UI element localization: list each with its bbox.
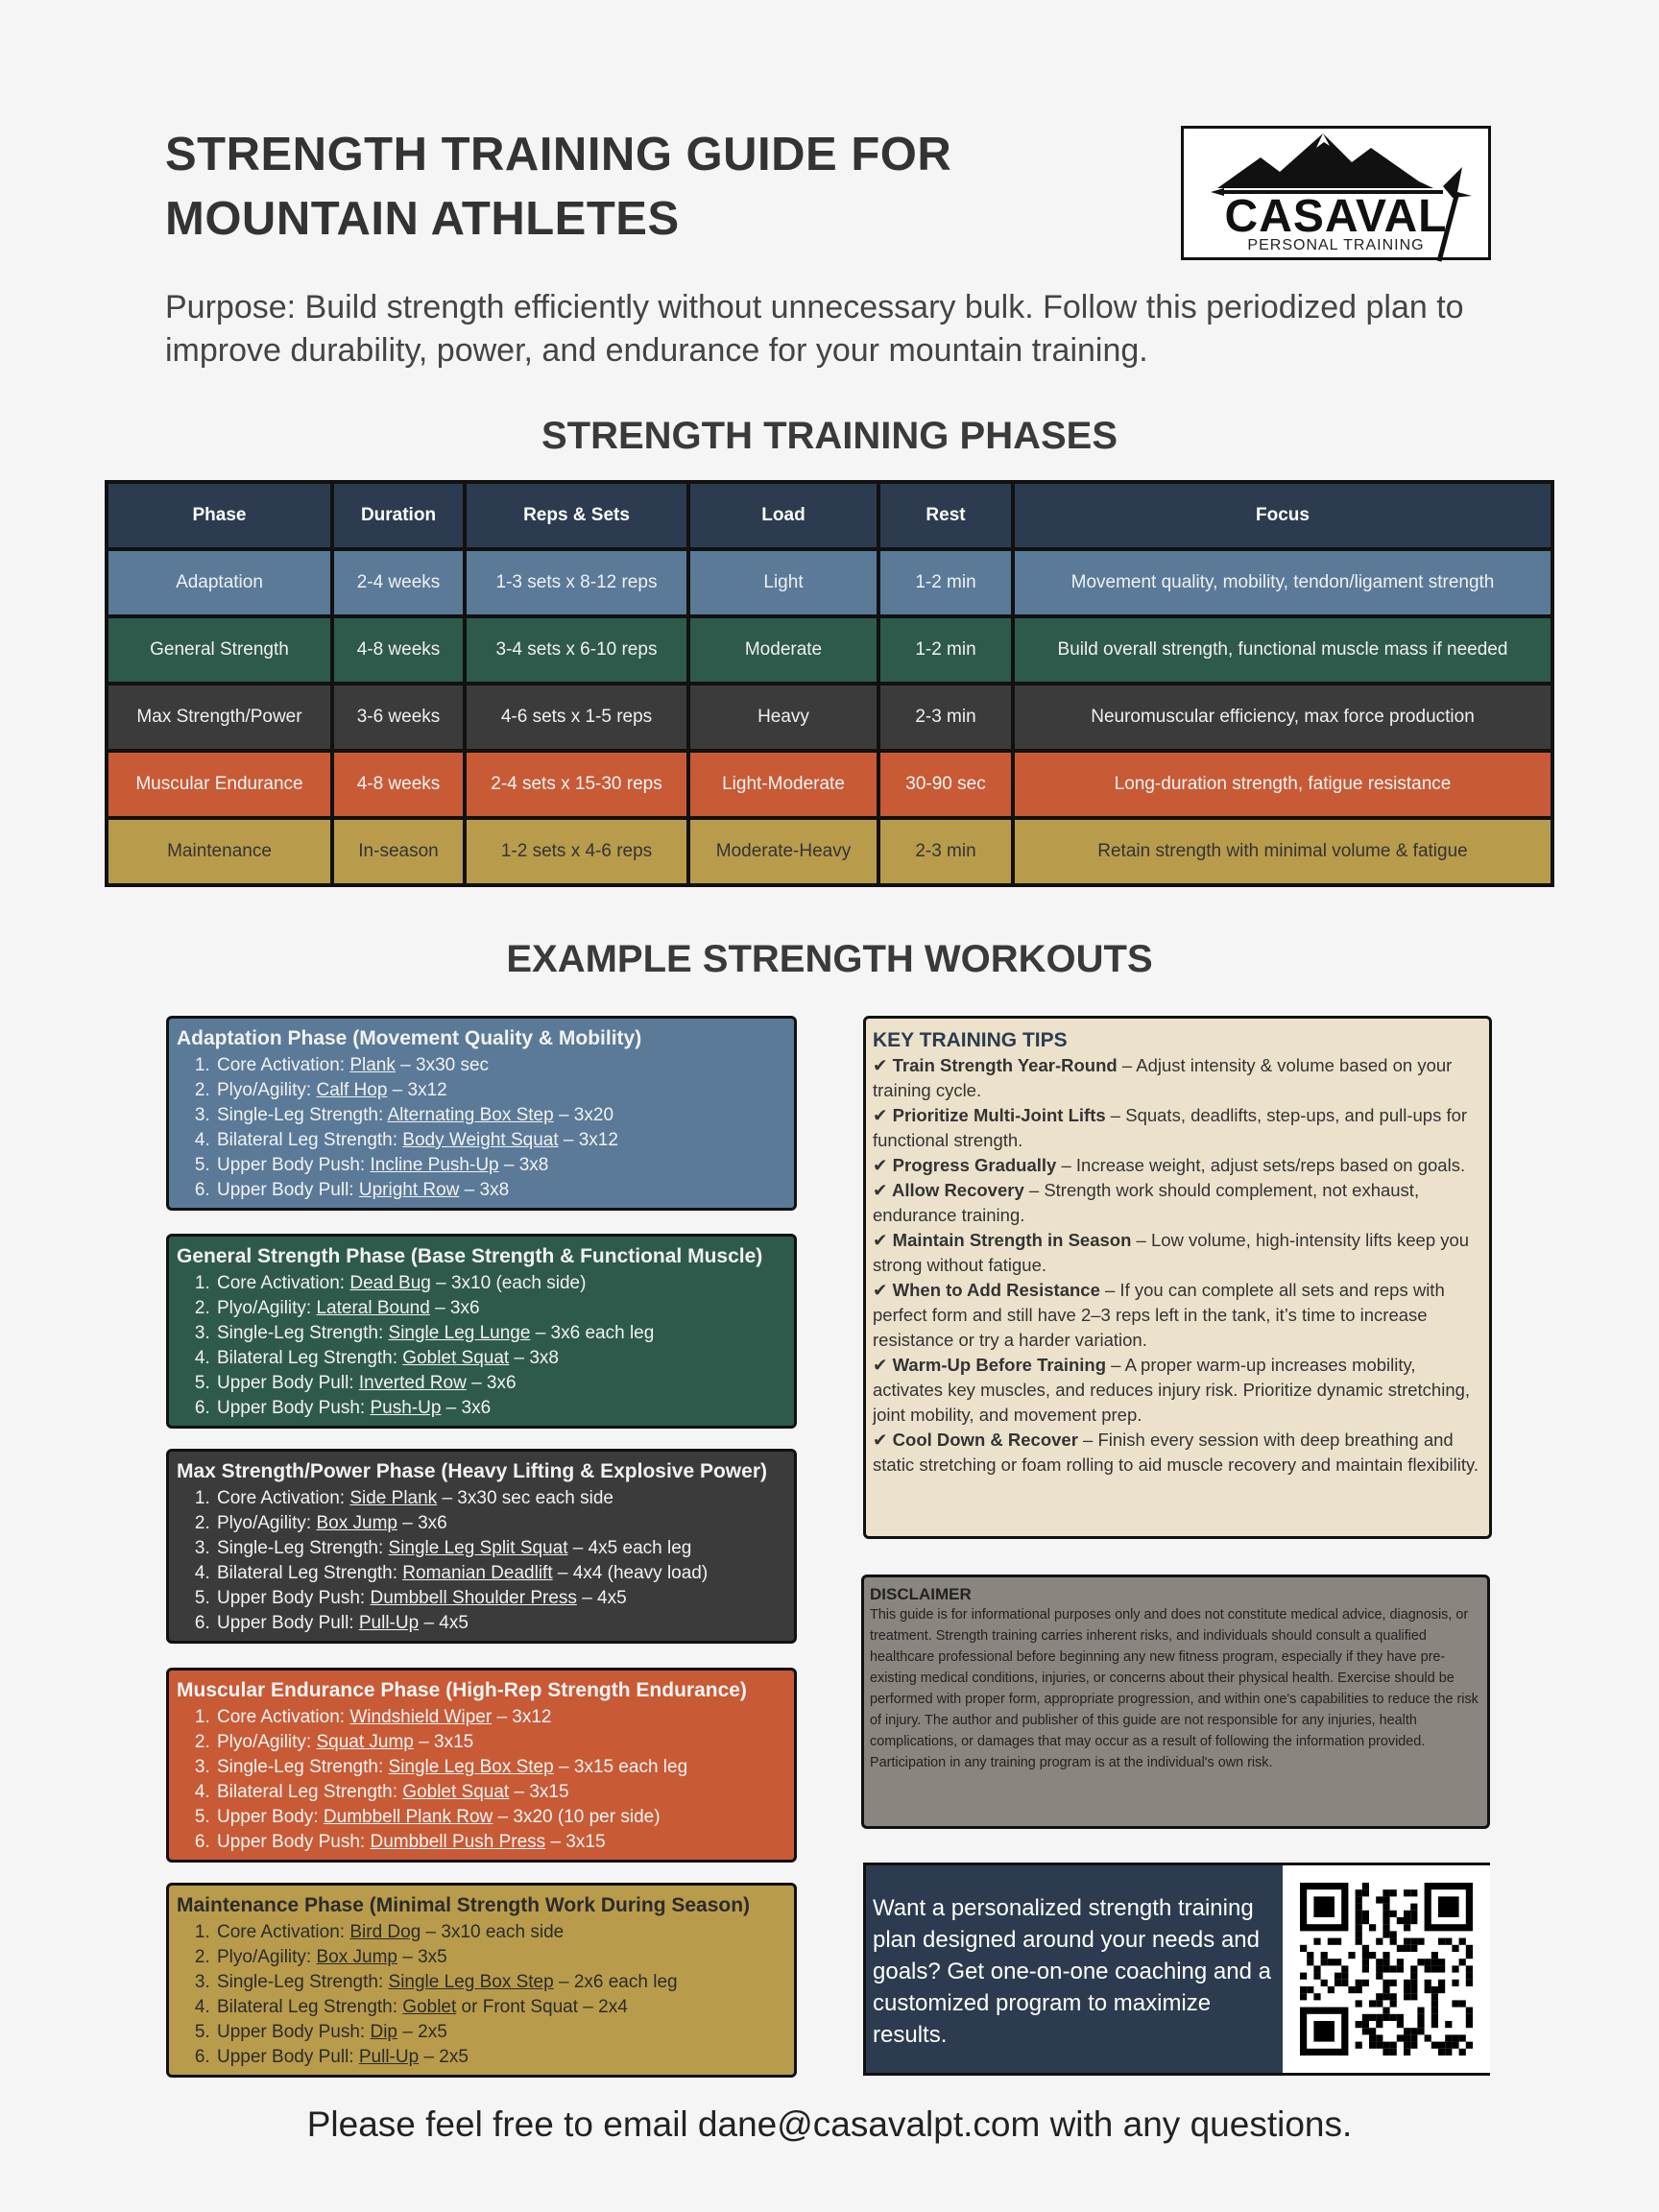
exercise-category: Core Activation: [217,1488,350,1508]
tips-heading: KEY TRAINING TIPS [873,1029,1068,1051]
table-cell: 1-2 min [878,616,1013,684]
exercise-item [215,1511,786,1536]
exercise-prescription: – 3x30 sec [395,1055,490,1075]
exercise-category: Upper Body Pull: [217,1613,359,1633]
exercise-category: Single-Leg Strength: [217,1757,389,1777]
checkmark-icon: ✔ [873,1430,893,1450]
table-cell: 2-4 weeks [332,549,465,616]
exercise-item [215,1078,786,1103]
exercise-link[interactable]: Single Leg Box Step [388,1972,554,1992]
table-header-row [107,482,1552,549]
tip-text: – Strength work should complement, not exhaust, endurance training. [873,1180,1420,1225]
tip-title: Allow Recovery [891,1180,1024,1200]
table-row [107,751,1552,818]
exercise-category: Single-Leg Strength: [217,1972,389,1992]
table-cell: Heavy [688,684,878,751]
exercise-link[interactable]: Pull-Up [358,1613,420,1633]
exercise-prescription: – 3x15 [545,1832,606,1852]
exercise-category: Bilateral Leg Strength: [217,1563,403,1583]
disclaimer-heading: DISCLAIMER [870,1585,972,1603]
exercise-category: Bilateral Leg Strength: [217,1782,403,1802]
exercise-category: Core Activation: [217,1273,350,1293]
table-cell: 1-2 min [878,549,1013,616]
table-cell: Build overall strength, functional muscle mass if needed [1013,616,1552,684]
exercise-link[interactable]: Pull-Up [358,2047,420,2067]
exercise-item [215,2045,786,2070]
tip-text: – Low volume, high-intensity lifts keep you strong without fatigue. [873,1230,1470,1275]
exercise-link[interactable]: Incline Push-Up [370,1155,499,1175]
exercise-item [215,1103,786,1128]
exercise-item [215,1536,786,1561]
exercise-link[interactable]: Dip [370,2022,397,2042]
exercise-category: Plyo/Agility: [217,1947,317,1967]
exercise-category: Upper Body: [217,1807,324,1827]
exercise-link[interactable]: Goblet Squat [402,1782,510,1802]
exercise-prescription: – 2x6 each leg [553,1972,678,1992]
exercise-prescription: – 3x10 (each side) [430,1273,587,1293]
tip-text: – Adjust intensity & volume based on your training cycle. [873,1055,1453,1100]
exercise-category: Single-Leg Strength: [217,1105,388,1125]
exercise-item [215,1396,786,1421]
exercise-prescription: – 3x12 [558,1130,618,1150]
table-cell: Max Strength/Power [107,684,332,751]
exercise-item [215,1780,786,1805]
workout-card-general-strength [166,1234,797,1429]
table-cell: Muscular Endurance [107,751,332,818]
exercise-item [215,1153,786,1178]
exercise-item [215,1053,786,1078]
exercise-prescription: – 2x5 [419,2047,469,2067]
table-cell: 4-6 sets x 1-5 reps [465,684,688,751]
exercise-category: Plyo/Agility: [217,1732,317,1752]
exercise-prescription: – 4x4 (heavy load) [552,1563,709,1583]
exercise-link[interactable]: Alternating Box Step [387,1105,554,1125]
workout-title: General Strength Phase (Base Strength & Functional Muscle) [177,1245,763,1267]
cta-text: Want a personalized strength training plan designed around your needs and goals? Get one-on-one coaching and a customized program to maximize results. [873,1895,1271,2048]
tip-title: Cool Down & Recover [892,1430,1078,1450]
exercise-prescription: – 3x6 [441,1398,492,1418]
workout-title: Muscular Endurance Phase (High-Rep Strength Endurance) [177,1679,747,1701]
exercise-prescription: – 3x20 (10 per side) [493,1807,661,1827]
exercise-prescription: – 3x20 [553,1105,614,1125]
exercise-prescription: – 3x6 each leg [530,1323,655,1343]
exercise-link[interactable]: Inverted Row [358,1373,467,1393]
exercise-category: Upper Body Push: [217,1155,371,1175]
table-cell: 2-3 min [878,684,1013,751]
workout-list [177,1705,786,1855]
exercise-category: Bilateral Leg Strength: [217,1130,403,1150]
exercise-item [215,1705,786,1730]
exercise-prescription: – 3x8 [459,1180,510,1200]
exercise-prescription: – 3x10 each side [421,1922,565,1942]
exercise-category: Upper Body Push: [217,1398,371,1418]
tip-text: – A proper warm-up increases mobility, activates key muscles, and reduces injury risk. Prioritize dynamic stretching, joint mobility, and movement prep. [873,1355,1471,1425]
tip-title: Progress Gradually [892,1155,1057,1175]
table-cell: 2-4 sets x 15-30 reps [465,751,688,818]
key-training-tips [863,1016,1492,1539]
exercise-link[interactable]: Dead Bug [349,1273,431,1293]
exercise-prescription: – 3x6 [429,1298,480,1318]
exercise-link[interactable]: Body Weight Squat [402,1130,559,1150]
checkmark-icon: ✔ [873,1155,893,1175]
exercise-prescription: – 4x5 [576,1588,627,1608]
phases-heading: STRENGTH TRAINING PHASES [541,415,1118,457]
exercise-prescription: or Front Squat – 2x4 [456,1997,628,2017]
exercise-link[interactable]: Single Leg Split Squat [388,1538,568,1558]
checkmark-icon: ✔ [873,1055,893,1075]
checkmark-icon: ✔ [873,1180,892,1200]
exercise-link[interactable]: Romanian Deadlift [402,1563,553,1583]
logo-brand: CASAVAL [1224,191,1448,242]
table-cell: Moderate [688,616,878,684]
tip-item [873,1278,1482,1353]
exercise-prescription: – 3x6 [397,1513,447,1533]
exercise-prescription: – 3x6 [466,1373,517,1393]
exercise-category: Plyo/Agility: [217,1080,317,1100]
workout-list [177,1486,786,1636]
exercise-category: Core Activation: [217,1055,350,1075]
table-cell: Moderate-Heavy [688,818,878,885]
workout-list [177,1271,786,1421]
contact-footer: Please feel free to email dane@casavalpt.com with any questions. [306,2104,1353,2144]
workout-card-muscular-endurance [166,1668,797,1863]
table-row [107,818,1552,885]
tip-text: – If you can complete all sets and reps with perfect form and still have 2–3 reps left in the tank, it’s time to increase resistance or try a harder variation. [873,1280,1445,1350]
exercise-prescription: – 3x15 [509,1782,569,1802]
tips-list [873,1053,1482,1478]
page-title: STRENGTH TRAINING GUIDE FOR MOUNTAIN ATHLETES [165,129,952,245]
exercise-item [215,1970,786,1995]
exercise-category: Plyo/Agility: [217,1298,317,1318]
tip-item [873,1428,1482,1478]
exercise-prescription: – 3x15 [413,1732,474,1752]
tip-text: – Squats, deadlifts, step-ups, and pull-ups for functional strength. [873,1105,1468,1150]
table-cell: 2-3 min [878,818,1013,885]
exercise-prescription: – 3x5 [397,1947,447,1967]
exercise-prescription: – 2x5 [397,2022,447,2042]
exercise-item [215,1830,786,1855]
workout-card-adaptation [166,1016,797,1211]
exercise-prescription: – 3x8 [498,1155,549,1175]
exercise-link[interactable]: Single Leg Lunge [388,1323,531,1343]
tip-item [873,1153,1482,1178]
exercise-category: Single-Leg Strength: [217,1538,389,1558]
exercise-item [215,1995,786,2020]
tip-title: Warm-Up Before Training [892,1355,1107,1375]
table-cell: Light [688,549,878,616]
checkmark-icon: ✔ [873,1280,893,1300]
workouts-heading: EXAMPLE STRENGTH WORKOUTS [506,938,1153,980]
exercise-prescription: – 4x5 [419,1613,469,1633]
casaval-logo [1181,126,1491,260]
workout-title: Adaptation Phase (Movement Quality & Mobility) [177,1027,642,1049]
checkmark-icon: ✔ [873,1105,893,1125]
exercise-item [215,1730,786,1755]
col-header: Duration [332,482,465,549]
exercise-link[interactable]: Dumbbell Push Press [370,1832,546,1852]
table-cell: Neuromuscular efficiency, max force production [1013,684,1552,751]
disclaimer-box [861,1575,1490,1829]
exercise-item [215,1296,786,1321]
exercise-item [215,1371,786,1396]
workout-title: Max Strength/Power Phase (Heavy Lifting & Explosive Power) [177,1460,767,1482]
col-header: Focus [1013,482,1552,549]
exercise-item [215,1755,786,1780]
exercise-link[interactable]: Squat Jump [316,1732,414,1752]
table-cell: Maintenance [107,818,332,885]
exercise-category: Upper Body Pull: [217,1373,359,1393]
exercise-link[interactable]: Lateral Bound [316,1298,430,1318]
table-cell: 30-90 sec [878,751,1013,818]
exercise-link[interactable]: Plank [349,1055,396,1075]
purpose-text: Purpose: Build strength efficiently without unnecessary bulk. Follow this periodized plan to improve durability, power, and endurance for your mountain training. [165,289,1464,369]
logo-subtitle: PERSONAL TRAINING [1247,237,1425,253]
exercise-link[interactable]: Goblet [402,1997,457,2017]
tip-item [873,1228,1482,1278]
exercise-category: Upper Body Push: [217,2022,371,2042]
exercise-link[interactable]: Single Leg Box Step [388,1757,554,1777]
exercise-prescription: – 4x5 each leg [567,1538,692,1558]
phases-table [105,480,1554,887]
exercise-category: Bilateral Leg Strength: [217,1348,403,1368]
exercise-link[interactable]: Box Jump [316,1513,397,1533]
exercise-link[interactable]: Dumbbell Shoulder Press [370,1588,577,1608]
table-cell: 3-4 sets x 6-10 reps [465,616,688,684]
table-cell: 1-3 sets x 8-12 reps [465,549,688,616]
exercise-link[interactable]: Goblet Squat [402,1348,510,1368]
table-cell: Movement quality, mobility, tendon/ligament strength [1013,549,1552,616]
tip-item [873,1178,1482,1228]
table-cell: In-season [332,818,465,885]
col-header: Reps & Sets [465,482,688,549]
tip-item [873,1053,1482,1103]
workout-list [177,1920,786,2070]
qr-code-icon[interactable] [1283,1865,1490,2073]
exercise-category: Upper Body Push: [217,1588,371,1608]
exercise-category: Upper Body Pull: [217,2047,359,2067]
col-header: Load [688,482,878,549]
disclaimer-text: This guide is for informational purposes only and does not constitute medical advice, diagnosis, or treatment. Strength training carries inherent risks, and individuals should consult a qualified healthcare professional before beginning any new fitness program, especially if they have pre-existing medical conditions, injuries, or concerns about their physical health. Exercise should be performed with proper form, appropriate progression, and within one's capabilities to reduce the risk of injury. The author and publisher of this guide are not responsible for any injuries, health complications, or damages that may occur as a result of following the information provided. Participation in any training program is at the individual's own risk. [870,1607,1479,1770]
exercise-category: Upper Body Push: [217,1832,371,1852]
exercise-category: Core Activation: [217,1922,350,1942]
exercise-category: Bilateral Leg Strength: [217,1997,403,2017]
table-cell: 4-8 weeks [332,616,465,684]
exercise-item [215,1271,786,1296]
exercise-item [215,1321,786,1346]
table-cell: 3-6 weeks [332,684,465,751]
exercise-prescription: – 3x8 [509,1348,559,1368]
exercise-item [215,1586,786,1611]
tip-item [873,1103,1482,1153]
exercise-link[interactable]: Upright Row [358,1180,460,1200]
tip-text: – Increase weight, adjust sets/reps based on goals. [1056,1155,1466,1175]
table-cell: Adaptation [107,549,332,616]
exercise-item [215,1945,786,1970]
exercise-item [215,1611,786,1636]
workout-card-max-strength [166,1449,797,1644]
exercise-item [215,1178,786,1203]
table-cell: Long-duration strength, fatigue resistance [1013,751,1552,818]
exercise-link[interactable]: Dumbbell Plank Row [323,1807,493,1827]
exercise-link[interactable]: Push-Up [370,1398,442,1418]
exercise-link[interactable]: Box Jump [316,1947,397,1967]
table-cell: 4-8 weeks [332,751,465,818]
exercise-link[interactable]: Bird Dog [349,1922,421,1942]
exercise-item [215,1920,786,1945]
exercise-prescription: – 3x12 [492,1707,552,1727]
tip-title: Prioritize Multi-Joint Lifts [892,1105,1106,1125]
table-row [107,549,1552,616]
exercise-category: Single-Leg Strength: [217,1323,389,1343]
table-cell: Light-Moderate [688,751,878,818]
exercise-item [215,1561,786,1586]
workout-list [177,1053,786,1203]
exercise-category: Upper Body Pull: [217,1180,359,1200]
tip-title: When to Add Resistance [892,1280,1100,1300]
tip-item [873,1353,1482,1428]
checkmark-icon: ✔ [873,1230,893,1250]
exercise-link[interactable]: Calf Hop [316,1080,388,1100]
exercise-item [215,1346,786,1371]
table-row [107,684,1552,751]
checkmark-icon: ✔ [873,1355,893,1375]
tip-text: – Finish every session with deep breathing and static stretching or foam rolling to aid muscle recovery and maintain flexibility. [873,1430,1479,1475]
exercise-category: Plyo/Agility: [217,1513,317,1533]
exercise-item [215,1486,786,1511]
table-cell: General Strength [107,616,332,684]
exercise-link[interactable]: Side Plank [349,1488,438,1508]
workout-card-maintenance [166,1883,797,2078]
exercise-prescription: – 3x15 each leg [553,1757,688,1777]
table-cell: Retain strength with minimal volume & fatigue [1013,818,1552,885]
exercise-item [215,2020,786,2045]
col-header: Rest [878,482,1013,549]
exercise-prescription: – 3x30 sec each side [437,1488,613,1508]
table-cell: 1-2 sets x 4-6 reps [465,818,688,885]
exercise-category: Core Activation: [217,1707,350,1727]
exercise-item [215,1805,786,1830]
table-row [107,616,1552,684]
workout-title: Maintenance Phase (Minimal Strength Work During Season) [177,1894,751,1916]
tip-title: Maintain Strength in Season [892,1230,1132,1250]
exercise-item [215,1128,786,1153]
exercise-link[interactable]: Windshield Wiper [349,1707,493,1727]
coaching-cta [863,1863,1490,2076]
tip-title: Train Strength Year-Round [892,1055,1118,1075]
exercise-prescription: – 3x12 [387,1080,447,1100]
col-header: Phase [107,482,332,549]
